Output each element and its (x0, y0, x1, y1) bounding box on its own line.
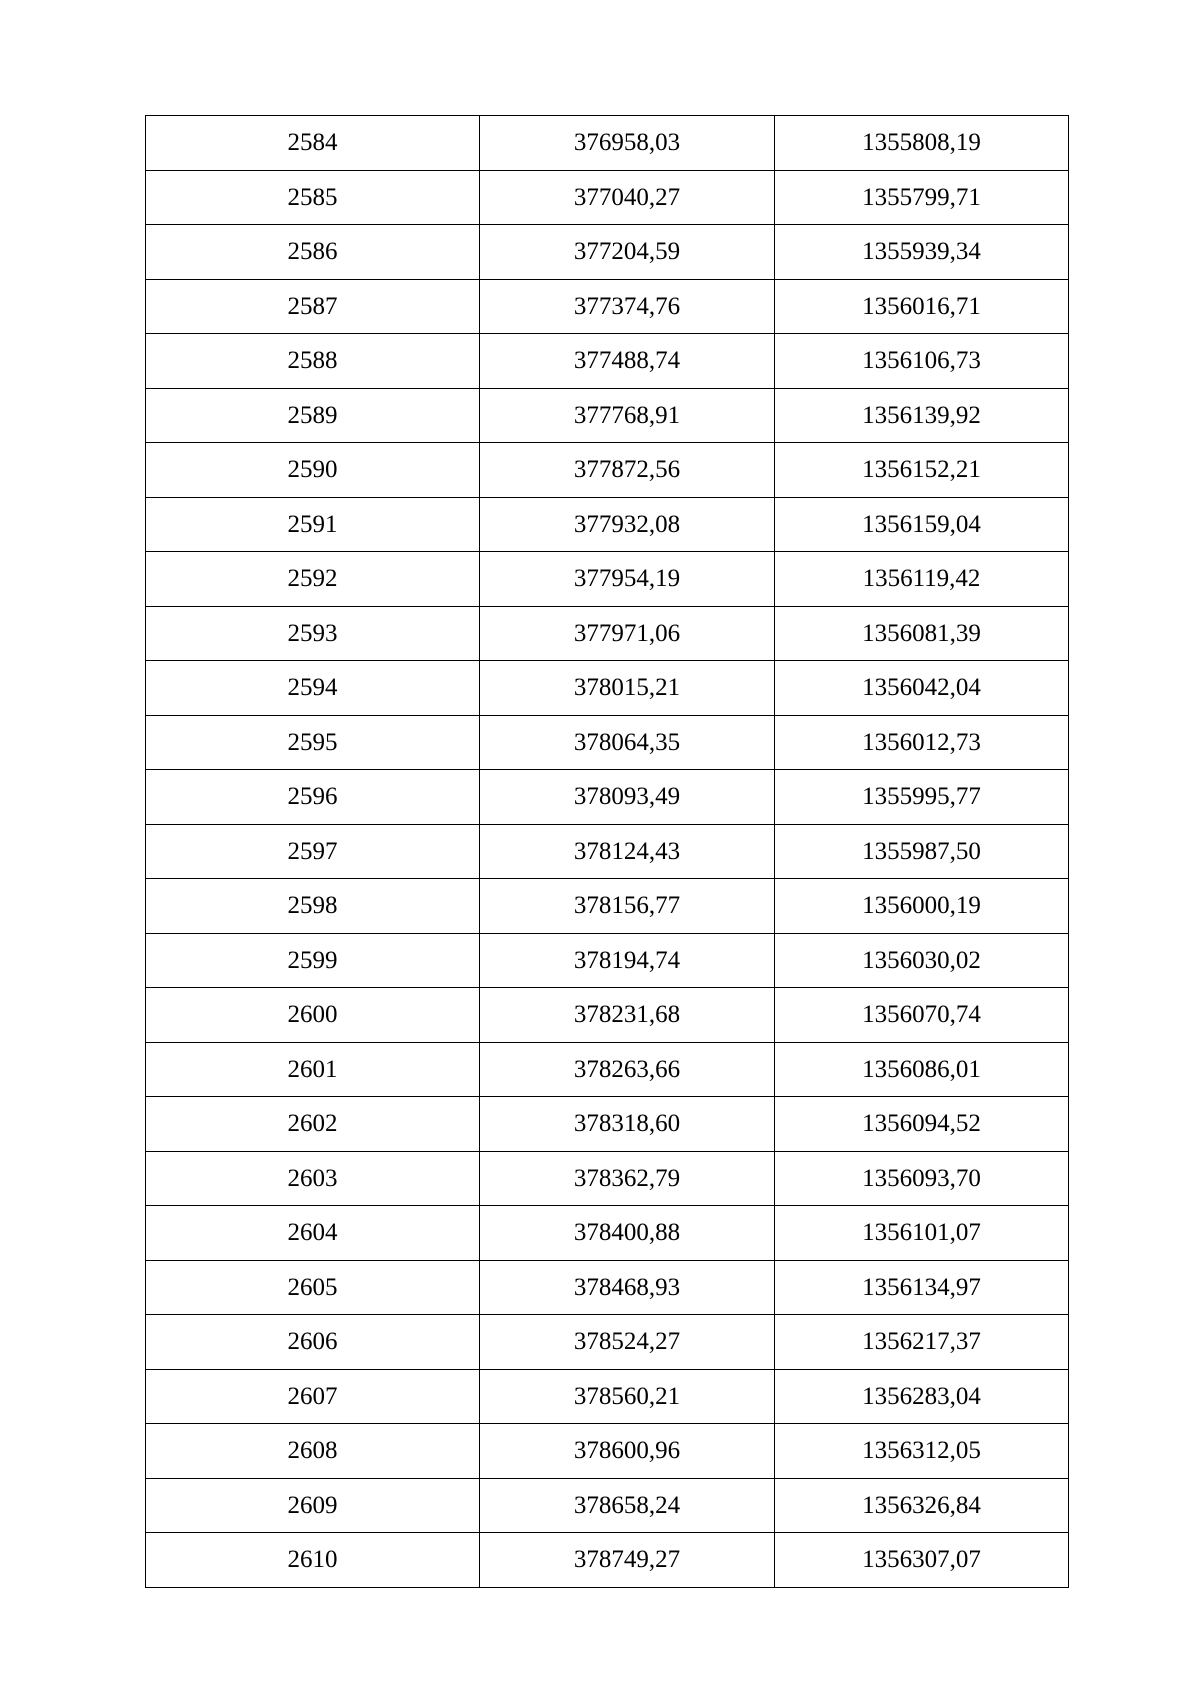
coordinates-table-body (146, 116, 1069, 1588)
y-coordinate-cell: 1356134,97 (775, 1260, 1069, 1315)
point-number-cell: 2603 (146, 1151, 480, 1206)
table-row (146, 715, 1069, 770)
table-row (146, 1042, 1069, 1097)
x-coordinate-cell: 378064,35 (480, 715, 775, 770)
point-number-cell: 2587 (146, 279, 480, 334)
y-coordinate-cell: 1355799,71 (775, 170, 1069, 225)
x-coordinate-cell: 378524,27 (480, 1315, 775, 1370)
point-number-cell: 2606 (146, 1315, 480, 1370)
x-coordinate-cell: 377488,74 (480, 334, 775, 389)
x-coordinate-cell: 378658,24 (480, 1478, 775, 1533)
y-coordinate-cell: 1355987,50 (775, 824, 1069, 879)
point-number-cell: 2585 (146, 170, 480, 225)
point-number-cell: 2592 (146, 552, 480, 607)
x-coordinate-cell: 378263,66 (480, 1042, 775, 1097)
point-number-cell: 2610 (146, 1533, 480, 1588)
y-coordinate-cell: 1356152,21 (775, 443, 1069, 498)
x-coordinate-cell: 377768,91 (480, 388, 775, 443)
table-row (146, 606, 1069, 661)
y-coordinate-cell: 1356094,52 (775, 1097, 1069, 1152)
x-coordinate-cell: 378231,68 (480, 988, 775, 1043)
point-number-cell: 2594 (146, 661, 480, 716)
y-coordinate-cell: 1356030,02 (775, 933, 1069, 988)
point-number-cell: 2605 (146, 1260, 480, 1315)
table-row (146, 116, 1069, 171)
x-coordinate-cell: 377954,19 (480, 552, 775, 607)
y-coordinate-cell: 1356016,71 (775, 279, 1069, 334)
table-row (146, 1424, 1069, 1479)
x-coordinate-cell: 377204,59 (480, 225, 775, 280)
table-row (146, 170, 1069, 225)
table-row (146, 279, 1069, 334)
point-number-cell: 2584 (146, 116, 480, 171)
x-coordinate-cell: 377872,56 (480, 443, 775, 498)
point-number-cell: 2589 (146, 388, 480, 443)
y-coordinate-cell: 1356042,04 (775, 661, 1069, 716)
x-coordinate-cell: 377040,27 (480, 170, 775, 225)
x-coordinate-cell: 378400,88 (480, 1206, 775, 1261)
x-coordinate-cell: 378015,21 (480, 661, 775, 716)
point-number-cell: 2586 (146, 225, 480, 280)
table-row (146, 879, 1069, 934)
table-row (146, 497, 1069, 552)
coordinates-table (145, 115, 1069, 1588)
point-number-cell: 2608 (146, 1424, 480, 1479)
point-number-cell: 2598 (146, 879, 480, 934)
point-number-cell: 2596 (146, 770, 480, 825)
x-coordinate-cell: 377971,06 (480, 606, 775, 661)
x-coordinate-cell: 378093,49 (480, 770, 775, 825)
y-coordinate-cell: 1356106,73 (775, 334, 1069, 389)
y-coordinate-cell: 1356081,39 (775, 606, 1069, 661)
point-number-cell: 2591 (146, 497, 480, 552)
point-number-cell: 2601 (146, 1042, 480, 1097)
point-number-cell: 2600 (146, 988, 480, 1043)
point-number-cell: 2607 (146, 1369, 480, 1424)
y-coordinate-cell: 1355995,77 (775, 770, 1069, 825)
table-row (146, 334, 1069, 389)
y-coordinate-cell: 1356217,37 (775, 1315, 1069, 1370)
x-coordinate-cell: 378156,77 (480, 879, 775, 934)
table-row (146, 1533, 1069, 1588)
table-row (146, 1097, 1069, 1152)
table-row (146, 1315, 1069, 1370)
y-coordinate-cell: 1356312,05 (775, 1424, 1069, 1479)
point-number-cell: 2602 (146, 1097, 480, 1152)
x-coordinate-cell: 377932,08 (480, 497, 775, 552)
table-row (146, 1369, 1069, 1424)
y-coordinate-cell: 1356012,73 (775, 715, 1069, 770)
x-coordinate-cell: 376958,03 (480, 116, 775, 171)
y-coordinate-cell: 1355939,34 (775, 225, 1069, 280)
x-coordinate-cell: 378468,93 (480, 1260, 775, 1315)
point-number-cell: 2609 (146, 1478, 480, 1533)
y-coordinate-cell: 1356070,74 (775, 988, 1069, 1043)
table-row (146, 770, 1069, 825)
y-coordinate-cell: 1356086,01 (775, 1042, 1069, 1097)
y-coordinate-cell: 1356101,07 (775, 1206, 1069, 1261)
point-number-cell: 2597 (146, 824, 480, 879)
y-coordinate-cell: 1356119,42 (775, 552, 1069, 607)
table-row (146, 388, 1069, 443)
table-row (146, 1260, 1069, 1315)
table-row (146, 225, 1069, 280)
y-coordinate-cell: 1356307,07 (775, 1533, 1069, 1588)
point-number-cell: 2604 (146, 1206, 480, 1261)
x-coordinate-cell: 378124,43 (480, 824, 775, 879)
table-row (146, 1478, 1069, 1533)
table-row (146, 988, 1069, 1043)
x-coordinate-cell: 378600,96 (480, 1424, 775, 1479)
point-number-cell: 2593 (146, 606, 480, 661)
point-number-cell: 2588 (146, 334, 480, 389)
point-number-cell: 2599 (146, 933, 480, 988)
y-coordinate-cell: 1355808,19 (775, 116, 1069, 171)
y-coordinate-cell: 1356000,19 (775, 879, 1069, 934)
table-row (146, 552, 1069, 607)
x-coordinate-cell: 378362,79 (480, 1151, 775, 1206)
x-coordinate-cell: 378194,74 (480, 933, 775, 988)
table-row (146, 824, 1069, 879)
x-coordinate-cell: 378749,27 (480, 1533, 775, 1588)
x-coordinate-cell: 377374,76 (480, 279, 775, 334)
x-coordinate-cell: 378560,21 (480, 1369, 775, 1424)
table-row (146, 1206, 1069, 1261)
table-row (146, 661, 1069, 716)
table-row (146, 1151, 1069, 1206)
y-coordinate-cell: 1356283,04 (775, 1369, 1069, 1424)
table-row (146, 443, 1069, 498)
y-coordinate-cell: 1356159,04 (775, 497, 1069, 552)
y-coordinate-cell: 1356139,92 (775, 388, 1069, 443)
y-coordinate-cell: 1356093,70 (775, 1151, 1069, 1206)
x-coordinate-cell: 378318,60 (480, 1097, 775, 1152)
table-row (146, 933, 1069, 988)
point-number-cell: 2590 (146, 443, 480, 498)
point-number-cell: 2595 (146, 715, 480, 770)
y-coordinate-cell: 1356326,84 (775, 1478, 1069, 1533)
